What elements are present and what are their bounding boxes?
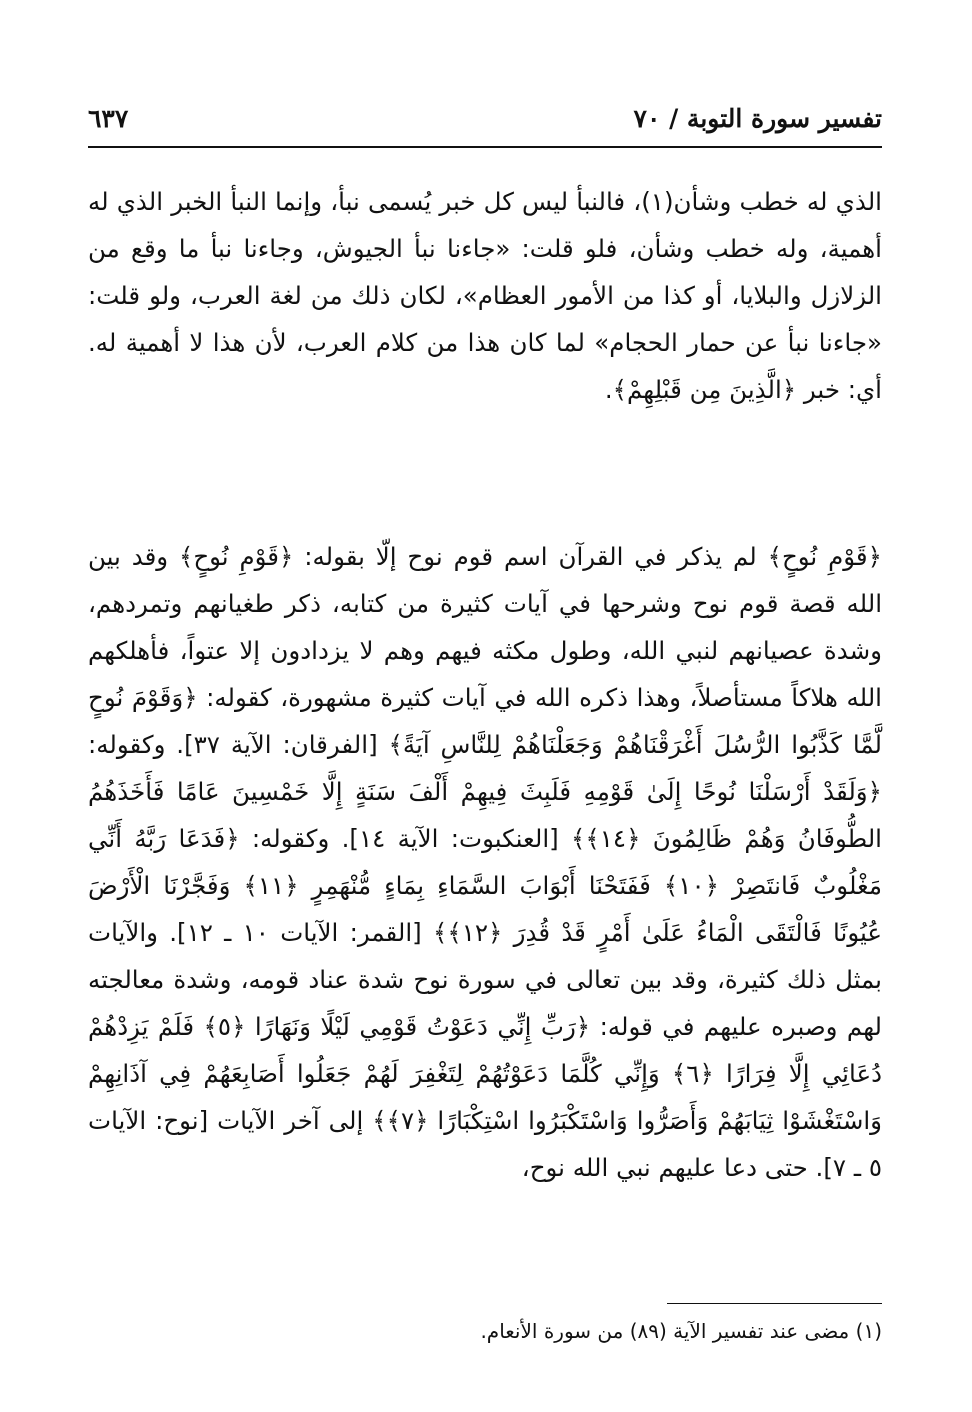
- page-header: [88, 100, 882, 148]
- footnote-divider: [667, 1303, 882, 1304]
- footnote: (١) مضى عند تفسير الآية (٨٩) من سورة الأنعام.: [480, 1319, 882, 1343]
- page-number: ٦٣٧: [88, 104, 129, 133]
- paragraph-1: الذي له خطب وشأن(١)، فالنبأ ليس كل خبر يُسمى نبأ، وإنما النبأ الخبر الذي له أهمية، وله خطب وشأن، فلو قلت: «جاءنا نبأ الجيوش، وجاءنا نبأ ما وقع من الزلازل والبلايا، أو كذا من الأمور العظام»، لكان ذلك من لغة العرب، ولو قلت: «جاءنا نبأ عن حمار الحجام» لما كان هذا من كلام العرب، لأن هذا لا أهمية له. أي: خبر ﴿الَّذِينَ مِن قَبْلِهِمْ﴾.: [88, 187, 882, 404]
- running-title: تفسير سورة التوبة / ٧٠: [633, 104, 882, 133]
- paragraph-2: ﴿قَوْمِ نُوحٍ﴾ لم يذكر في القرآن اسم قوم نوح إلّا بقوله: ﴿قَوْمِ نُوحٍ﴾ وقد بين الله قصة قوم نوح وشرحها في آيات كثيرة من كتابه، ذكر طغيانهم وتمردهم، وشدة عصيانهم لنبي الله، وطول مكثه فيهم وهم لا يزدادون إلا عتواً، فأهلكهم الله هلاكاً مستأصلاً، وهذا ذكره الله في آيات كثيرة مشهورة، كقوله: ﴿وَقَوْمَ نُوحٍ لَّمَّا كَذَّبُوا الرُّسُلَ أَغْرَقْنَاهُمْ وَجَعَلْنَاهُمْ لِلنَّاسِ آيَةً﴾ [الفرقان: الآية ٣٧]. وكقوله: ﴿وَلَقَدْ أَرْسَلْنَا نُوحًا إِلَىٰ قَوْمِهِ فَلَبِثَ فِيهِمْ أَلْفَ سَنَةٍ إِلَّا خَمْسِينَ عَامًا فَأَخَذَهُمُ الطُّوفَانُ وَهُمْ ظَالِمُونَ ﴿١٤﴾﴾ [العنكبوت: الآية ١٤]. وكقوله: ﴿فَدَعَا رَبَّهُ أَنِّي مَغْلُوبٌ فَانتَصِرْ ﴿١٠﴾ فَفَتَحْنَا أَبْوَابَ السَّمَاءِ بِمَاءٍ مُّنْهَمِرٍ ﴿١١﴾ وَفَجَّرْنَا الْأَرْضَ عُيُونًا فَالْتَقَى الْمَاءُ عَلَىٰ أَمْرٍ قَدْ قُدِرَ ﴿١٢﴾﴾ [القمر: الآيات ١٠ ـ ١٢]. والآيات بمثل ذلك كثيرة، وقد بين تعالى في سورة نوح شدة عناد قومه، وشدة معالجته لهم وصبره عليهم في قوله: ﴿رَبِّ إِنِّي دَعَوْتُ قَوْمِي لَيْلًا وَنَهَارًا ﴿٥﴾ فَلَمْ يَزِدْهُمْ دُعَائِي إِلَّا فِرَارًا ﴿٦﴾ وَإِنِّي كُلَّمَا دَعَوْتُهُمْ لِتَغْفِرَ لَهُمْ جَعَلُوا أَصَابِعَهُمْ فِي آذَانِهِمْ وَاسْتَغْشَوْا ثِيَابَهُمْ وَأَصَرُّوا وَاسْتَكْبَرُوا اسْتِكْبَارًا ﴿٧﴾﴾ إلى آخر الآيات [نوح: الآيات ٥ ـ ٧]. حتى دعا عليهم نبي الله نوح،: [88, 542, 883, 1182]
